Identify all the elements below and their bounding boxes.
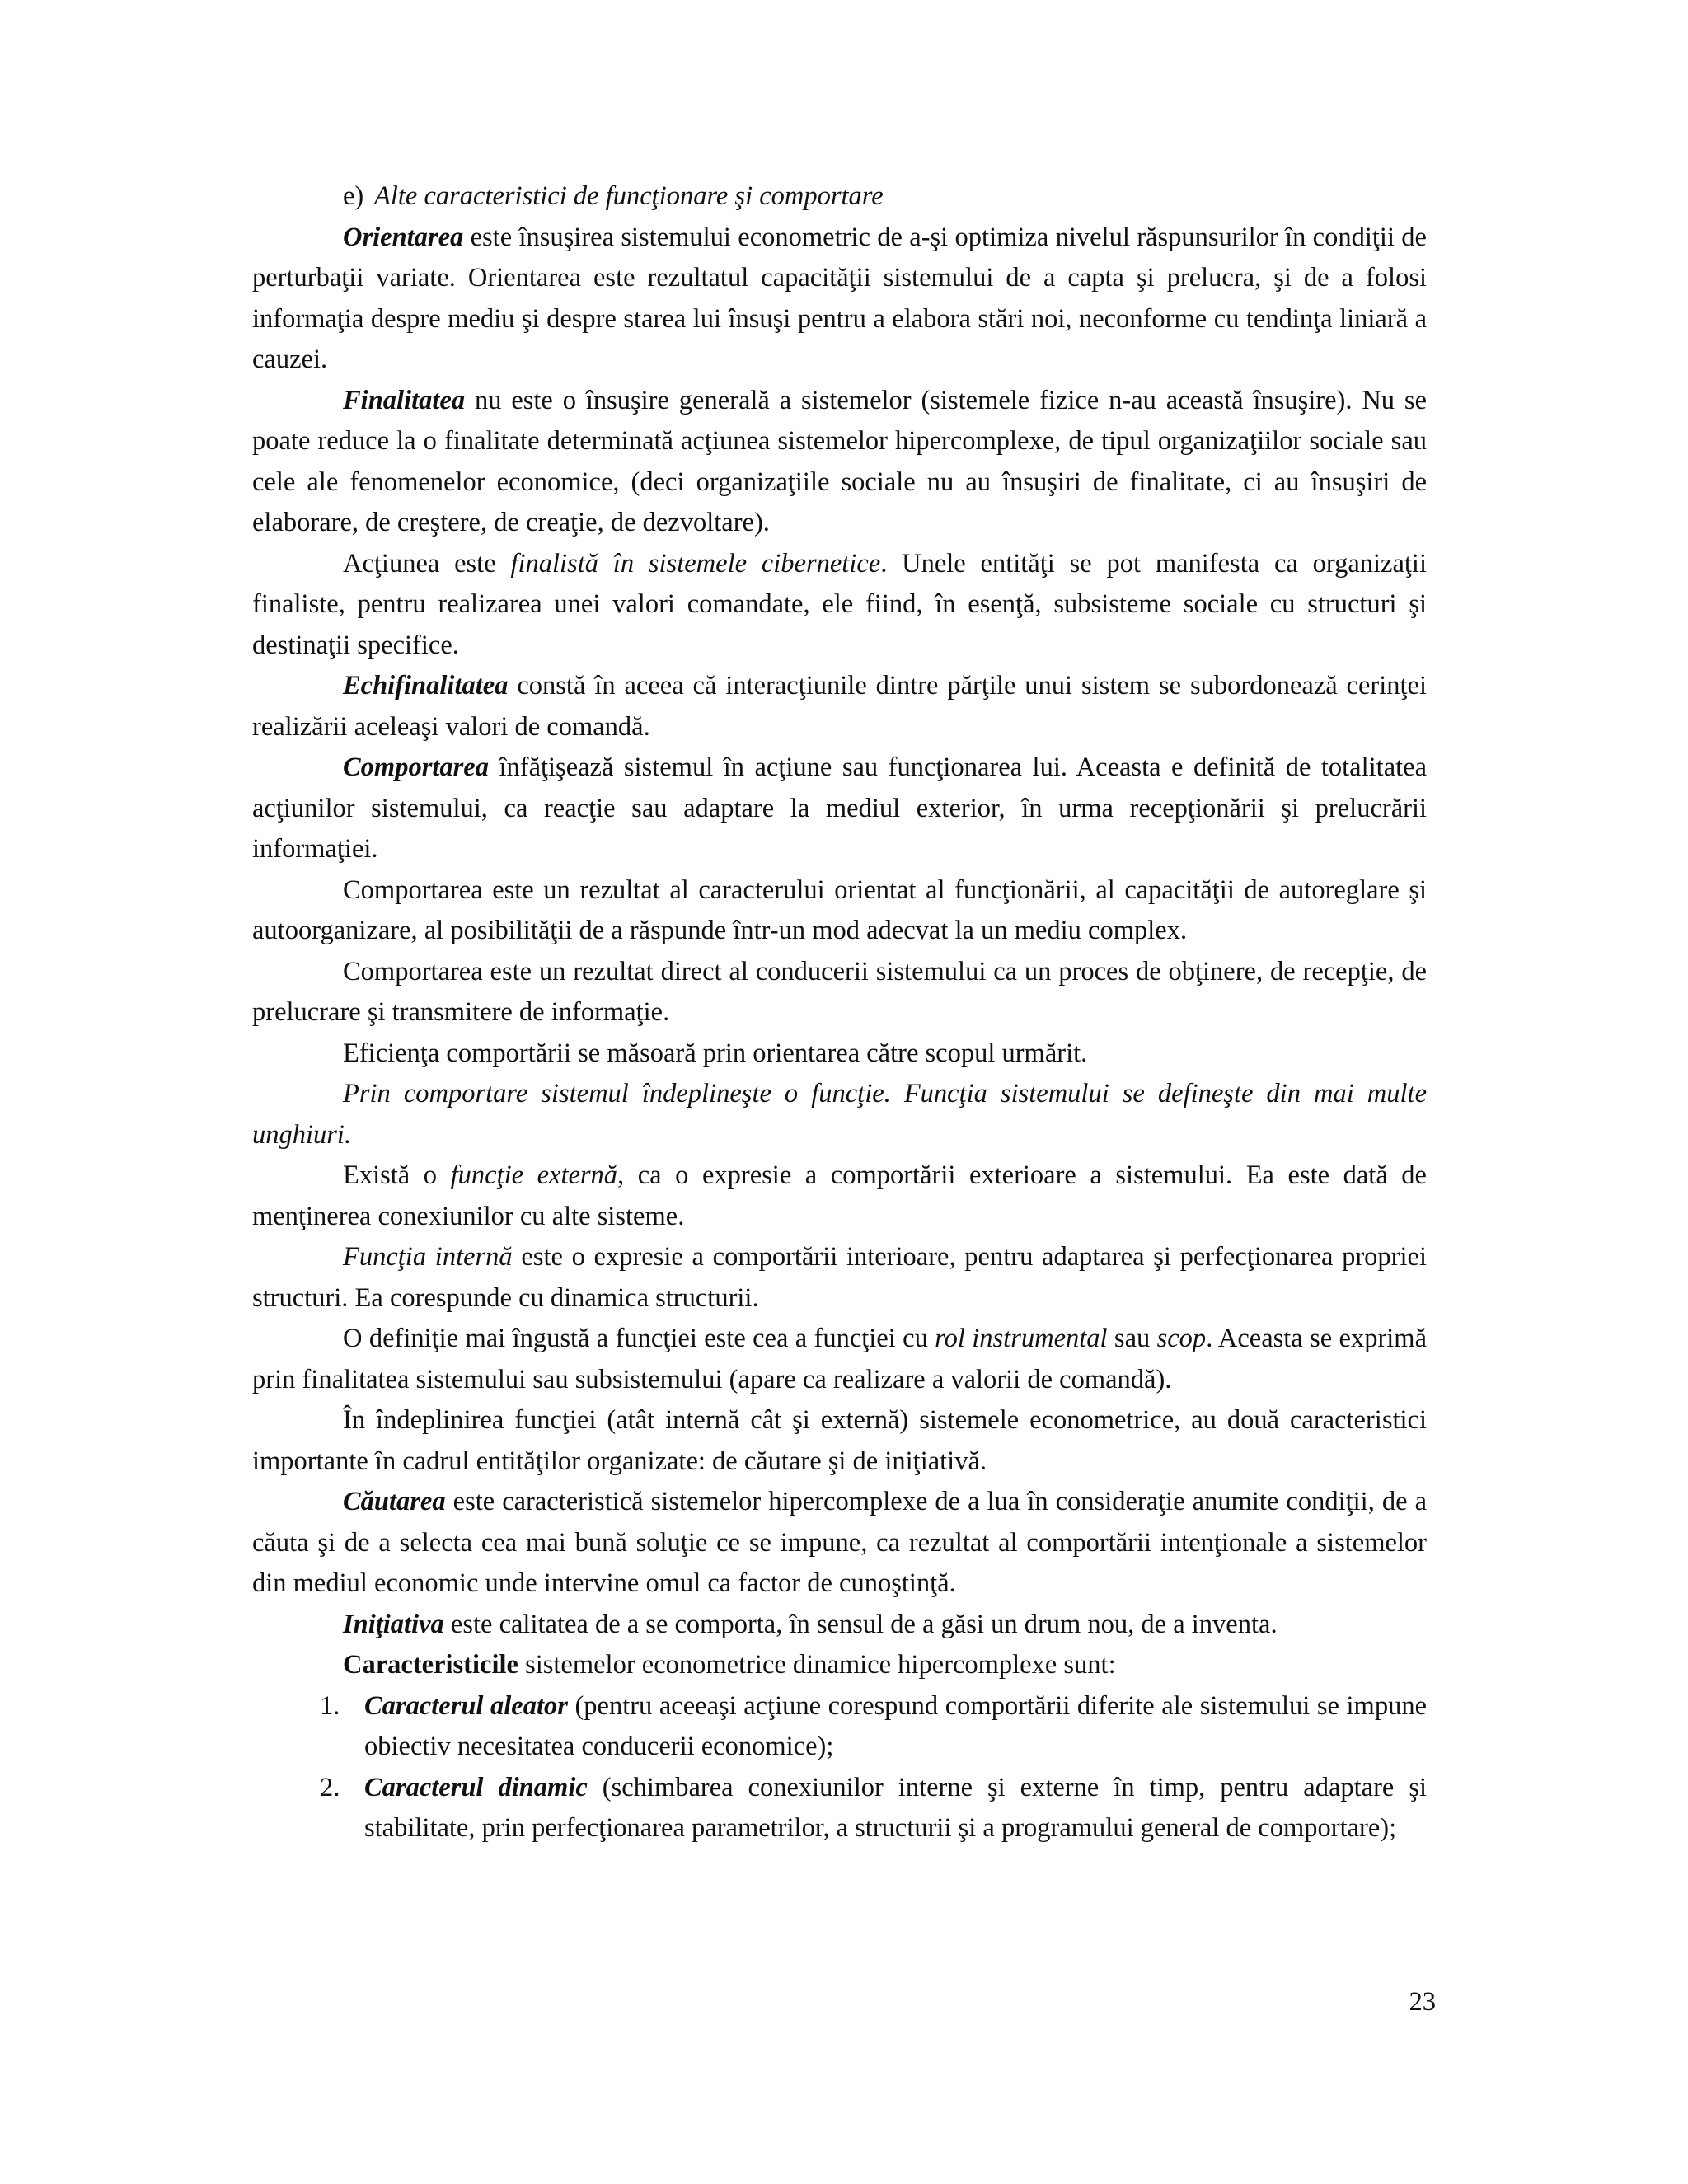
- paragraph-text: este însuşirea sistemului econometric de a-şi optimiza nivelul răspunsurilor în condiţii de perturbaţii variate. Orientarea este rezultatul capacităţii sistemului de a capta şi prelucra, şi de a folosi informaţia despre mediu şi despre starea lui însuşi pentru a elabora stări noi, neconforme cu tendinţa liniară a cauzei.: [252, 222, 1427, 374]
- paragraph-prin-comportare: [252, 1074, 1427, 1155]
- term-comportarea: Comportarea: [343, 752, 489, 782]
- paragraph-definitie-ingusta: [252, 1319, 1427, 1400]
- paragraph-text: sau: [1107, 1324, 1157, 1353]
- list-item: [252, 1768, 1427, 1849]
- paragraph-text: este calitatea de a se comporta, în sensul de a găsi un drum nou, de a inventa.: [443, 1609, 1278, 1639]
- list-item: [252, 1686, 1427, 1768]
- paragraph-indeplinirea: În îndeplinirea funcţiei (atât internă cât şi externă) sistemele econometrice, au două caracteristici importante în cadrul entităţilor organizate: de căutare şi de iniţiativă.: [252, 1405, 1427, 1476]
- paragraph-text: Acţiunea este: [343, 548, 511, 579]
- page-number: 23: [1409, 1987, 1436, 2017]
- paragraph-text: O definiţie mai îngustă a funcţiei este cea a funcţiei cu: [343, 1324, 935, 1353]
- list-item-term: Caracterul aleator: [364, 1690, 568, 1721]
- paragraph-comportarea-rezultat-1: Comportarea este un rezultat al caracterului orientat al funcţionării, al capacităţii de autoreglare şi autoorganizare, al posibilităţii de a răspunde într-un mod adecvat la un mediu complex.: [252, 874, 1427, 945]
- paragraph-text: înfăţişează sistemul în acţiune sau funcţionarea lui. Aceasta e definită de totalitatea acţiunilor sistemului, ca reacţie sau adaptare la mediul exterior, în urma recepţionării şi prelucrării informaţiei.: [252, 752, 1427, 864]
- paragraph-actiunea: [252, 544, 1427, 667]
- paragraph-orientarea: [252, 218, 1427, 381]
- paragraph-text: , ca o expresie a comportării exterioare a sistemului. Ea este dată de menţinerea conexiunilor cu alte sisteme.: [252, 1160, 1427, 1231]
- paragraph-text: . Unele entităţi se pot manifesta ca organizaţii finaliste, pentru realizarea unei valori comandate, ele fiind, în esenţă, subsisteme sociale cu structuri şi destinaţii specifice.: [252, 548, 1427, 660]
- section-title: Alte caracteristici de funcţionare şi comportare: [374, 181, 884, 211]
- term-echifinalitatea: Echifinalitatea: [343, 671, 509, 701]
- paragraph-initiativa: [252, 1605, 1427, 1646]
- paragraph-text: sistemelor econometrice dinamice hipercomplexe sunt:: [518, 1650, 1116, 1680]
- term-initiativa: Iniţiativa: [343, 1609, 444, 1639]
- emphasis-functia-interna: Funcţia internă: [343, 1242, 513, 1272]
- section-marker: e): [343, 181, 364, 211]
- term-caracteristicile: Caracteristicile: [343, 1650, 518, 1680]
- term-cautarea: Căutarea: [343, 1487, 446, 1516]
- term-orientarea: Orientarea: [343, 222, 464, 252]
- paragraph-text: Există o: [343, 1160, 451, 1190]
- list-item-text: (pentru aceeaşi acţiune corespund comportării diferite ale sistemului se impune obiectiv necesitatea conducerii economice);: [364, 1690, 1428, 1761]
- emphasis-scop: scop: [1156, 1324, 1207, 1353]
- emphasis-prin-comportare: Prin comportare sistemul îndeplineşte o funcţie. Funcţia sistemului se defineşte din mai multe unghiuri.: [252, 1079, 1427, 1150]
- emphasis-rol-instrumental: rol instrumental: [935, 1324, 1108, 1353]
- paragraph-cautarea: [252, 1482, 1427, 1605]
- paragraph-comportarea-rezultat-2: Comportarea este un rezultat direct al conducerii sistemului ca un proces de obţinere, de recepţie, de prelucrare şi transmitere de informaţie.: [252, 956, 1427, 1027]
- paragraph-text: nu este o însuşire generală a sistemelor (sistemele fizice n-au această însuşire). Nu se poate reduce la o finalitate determinată acţiunea sistemelor hipercomplexe, de tipul organizaţiilor sociale sau cele ale fenomenelor economice, (deci organizaţiile sociale nu au însuşiri de finalitate, ci au însuşiri de elaborare, de creştere, de creaţie, de dezvoltare).: [252, 385, 1427, 537]
- paragraph-caracteristicile: [252, 1645, 1427, 1686]
- paragraph-text: . Aceasta se exprimă prin finalitatea sistemului sau subsistemului (apare ca realizare a valorii de comandă).: [252, 1324, 1427, 1394]
- paragraph-comportarea: [252, 748, 1427, 870]
- emphasis-functie-externa: funcţie externă: [450, 1160, 618, 1190]
- paragraph-finalitatea: [252, 381, 1427, 544]
- paragraph-eficienta: Eficienţa comportării se măsoară prin orientarea către scopul urmărit.: [343, 1038, 1088, 1068]
- section-heading: [252, 176, 1427, 218]
- list-item-number: 1.: [320, 1690, 340, 1721]
- list-item-text: (schimbarea conexiunilor interne şi externe în timp, pentru adaptare şi stabilitate, prin perfecţionarea parametrilor, a structurii şi a programului general de comportare);: [364, 1772, 1427, 1843]
- list-item-term: Caracterul dinamic: [364, 1772, 588, 1802]
- paragraph-echifinalitatea: [252, 666, 1427, 748]
- emphasis-finalista: finalistă în sistemele cibernetice: [510, 548, 881, 579]
- term-finalitatea: Finalitatea: [343, 385, 466, 415]
- paragraph-text: constă în aceea că interacţiunile dintre părţile unui sistem se subordonează cerinţei realizării aceleaşi valori de comandă.: [252, 671, 1427, 742]
- list-item-number: 2.: [320, 1772, 340, 1802]
- characteristics-list: [252, 1686, 1427, 1849]
- page-body: [252, 176, 1427, 1849]
- paragraph-text: este caracteristică sistemelor hipercomplexe de a lua în consideraţie anumite condiţii, de a căuta şi de a selecta cea mai bună soluţie ce se impune, ca rezultat al comportării intenţionale a sistemelor din mediul economic unde intervine omul ca factor de cunoştinţă.: [252, 1487, 1427, 1598]
- paragraph-text: este o expresie a comportării interioare, pentru adaptarea şi perfecţionarea propriei structuri. Ea corespunde cu dinamica structurii.: [252, 1242, 1427, 1313]
- paragraph-functie-externa: [252, 1155, 1427, 1237]
- paragraph-functia-interna: [252, 1237, 1427, 1319]
